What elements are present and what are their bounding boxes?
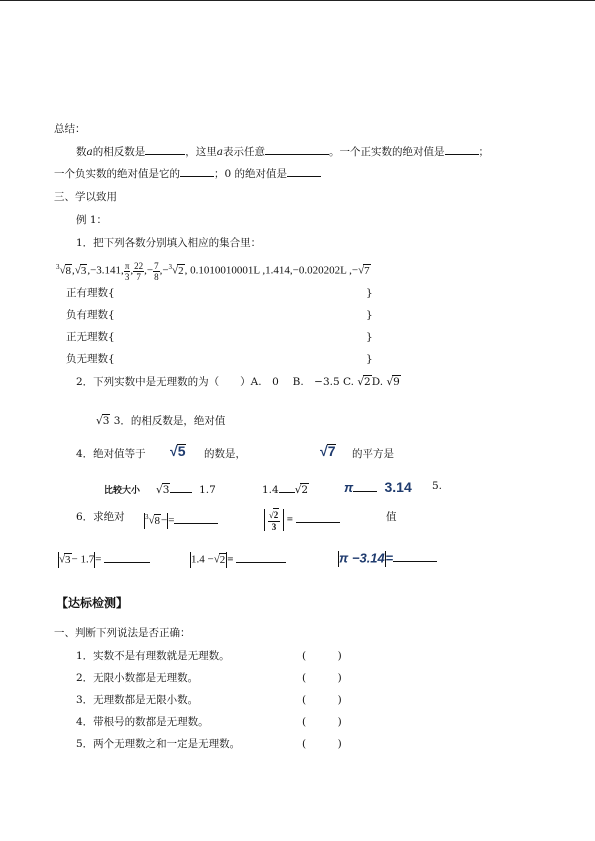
blank-zero-abs[interactable] — [287, 176, 321, 177]
question-4-root5: √5 — [170, 443, 186, 459]
set-negative-rational-close: } — [366, 309, 373, 321]
question-1: 1．把下列各数分别填入相应的集合里： — [76, 237, 262, 249]
question-3: √3 3．的相反数是，绝对值 — [96, 415, 226, 427]
set-positive-rational-close: } — [366, 287, 373, 299]
judge-answer-1[interactable]: ( ) — [302, 650, 342, 662]
compare-3: π 3.14 — [344, 479, 412, 495]
blank-arbitrary[interactable] — [265, 154, 329, 155]
set-positive-rational: 正有理数{ — [66, 287, 115, 299]
q6-expr-fraction: $\frac{√2}{3}$ = — [264, 508, 340, 532]
summary-line-2: 一个负实数的绝对值是它的 ；0 的绝对值是 — [54, 167, 321, 181]
set-negative-irrational-close: } — [366, 353, 373, 365]
q6-row2-expr2: 1.4 −√2 = — [190, 552, 286, 568]
number-list: $^3$√8,√3,−3.141, $\frac{\pi}{3}$ , $\frac{22}{7}$ ,− $\frac{7}{8}$ ,−$^3$√2, 0.1010010001L ,1.414,−0.020202L ,−√7 — [56, 260, 370, 282]
set-positive-irrational-close: } — [366, 331, 373, 343]
judge-item-5: 5．两个无理数之和一定是无理数。 — [76, 738, 241, 750]
question-5-number: 5. — [432, 480, 443, 492]
summary-title: 总结： — [54, 123, 86, 135]
question-4-root7: √7 — [320, 443, 336, 459]
q6-expr-cuberoot: $^3$√8−= — [144, 510, 218, 529]
judge-answer-4[interactable]: ( ) — [302, 716, 342, 728]
set-negative-irrational: 负无理数{ — [66, 353, 115, 365]
question-4-text-b: 的数是， — [204, 448, 246, 460]
blank-opposite[interactable] — [145, 154, 185, 155]
example-1-label: 例 1： — [76, 214, 108, 226]
section-3-title: 三、学以致用 — [54, 191, 117, 203]
top-border-line — [0, 0, 595, 1]
blank-positive-abs[interactable] — [445, 154, 479, 155]
check-title: 【达标检测】 — [56, 596, 129, 610]
check-part-1: 一、判断下列说法是否正确： — [54, 627, 191, 639]
set-negative-rational: 负有理数{ — [66, 309, 115, 321]
question-4-text-c: 的平方是 — [352, 448, 394, 460]
question-4-text-a: 4．绝对值等于 — [76, 448, 146, 460]
question-2: 2．下列实数中是无理数的为（ ）A. 0 B. −3.5 C. √2D. √9 — [76, 376, 400, 388]
question-6: 6．求绝对 — [76, 511, 125, 523]
set-positive-irrational: 正无理数{ — [66, 331, 115, 343]
q6-row2-expr1: √3− 1.7= — [58, 552, 150, 568]
q6-blank-5[interactable] — [393, 561, 437, 562]
compare-label: 比较大小 — [104, 486, 141, 496]
compare-2: 1.4 √2 — [262, 484, 309, 496]
judge-answer-5[interactable]: ( ) — [302, 738, 342, 750]
q6-tail: 值 — [386, 511, 397, 523]
q6-blank-2[interactable] — [296, 522, 340, 523]
summary-line-1: 数a的相反数是 ，这里a表示任意 。一个正实数的绝对值是 ； — [76, 146, 490, 158]
judge-item-4: 4．带根号的数都是无理数。 — [76, 716, 209, 728]
judge-item-3: 3．无理数都是无限小数。 — [76, 694, 199, 706]
q6-blank-3[interactable] — [104, 562, 150, 563]
compare-1: √3 1.7 — [156, 484, 216, 496]
compare-blank-3[interactable] — [353, 491, 377, 492]
compare-blank-2[interactable] — [279, 492, 295, 493]
judge-answer-3[interactable]: ( ) — [302, 694, 342, 706]
judge-answer-2[interactable]: ( ) — [302, 672, 342, 684]
q6-blank-1[interactable] — [174, 523, 218, 524]
blank-negative-abs[interactable] — [180, 176, 214, 177]
compare-blank-1[interactable] — [170, 492, 192, 493]
q6-row2-expr3: π −3.14= — [338, 551, 437, 567]
judge-item-1: 1．实数不是有理数就是无理数。 — [76, 650, 230, 662]
q6-blank-4[interactable] — [236, 562, 286, 563]
judge-item-2: 2．无限小数都是无理数。 — [76, 672, 199, 684]
